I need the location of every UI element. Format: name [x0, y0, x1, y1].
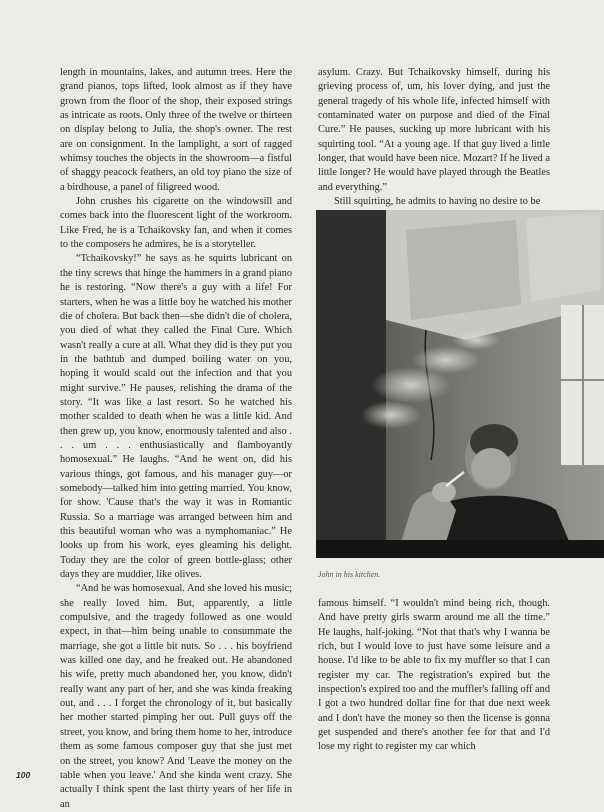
paragraph: Still squirting, he admits to having no desire to be — [334, 196, 541, 208]
left-text-column — [60, 66, 292, 812]
paragraph: famous himself. “I wouldn't mind being rich, though. And have pretty girls swarm around me all the time.” He laughs, half-joking. “Not that that's why I wanna be rich, but I would love to just have some leisure and a house. I'd like to be able to fix my muffler so that I can register my car. The registration's expired but the inspection's expired too and the muffler's falling off and I got a two hundred dollar fine for that due next week and I don't have the money so then the license is gonna get suspended and there's another fee for that and I'd lose my right to register my car which — [318, 598, 550, 753]
kitchen-photo — [316, 210, 604, 558]
right-text-column-top — [318, 66, 550, 209]
paragraph: John crushes his cigarette on the windowsill and comes back into the fluorescent light of the workroom. Like Fred, he is a Tchaikovsky fan, and when it comes to the composers he admires, he is a storyteller. — [60, 196, 292, 251]
right-text-column-bottom — [318, 597, 550, 755]
photo-caption: John in his kitchen. — [318, 570, 381, 579]
paragraph: “Tchaikovsky!” he says as he squirts lubricant on the tiny screws that hinge the hammers in a grand piano he is restoring. “Now there's a guy with a life! For starters, when he was a little boy he watched his mother die of cholera. But back then—she didn't die of cholera, you died of what they called the Final Cure. Which wasn't really a cure at all. What they did is they put you in the bathtub and dumped boiling water on you, hoping it would scald out the infection and that you might survive.” He pauses, relishing the drama of the story. “It was like a last resort. So he watched his mother scalded to death when he was a little kid. And then grew up, you know, enormously talented and also . . . um . . . enthusiastically and flamboyantly homosexual.” He laughs. “And he went on, did his various things, got famous, and his manager guy—or somebody—talked him into getting married. You know, for show. 'Cause that's the way it was in Romantic Russia. So a marriage was arranged between him and this beautiful woman who was a nymphomaniac.” He looks up from his work, eyes gleaming his delight. Today they are the color of green bottle-glass; other days they are muddier, like olives. — [60, 253, 292, 581]
paragraph: asylum. Crazy. But Tchaikovsky himself, during his grieving process of, um, his lover dying, and just the general tragedy of his whole life, infected himself with contaminated water on purpose and died of the Final Cure.” He pauses, sucking up more lubricant with his squirting tool. “At a young age. If that guy lived a little longer, that would have been nice. Mozart? If he lived a little longer? He would have played through the Beatles and everything.” — [318, 67, 550, 193]
paragraph: “And he was homosexual. And she loved his music; she really loved him. But, apparently, a little compulsive, and the tragedy followed as one would expect, in that—him being unable to consummate the marriage, she got a little bit nuts. So . . . his boyfriend was killed one day, and he freaked out. He abandoned his wife, pretty much abandoned her, you know, didn't really want any part of her, and she was kinda freaking out, and . . . I forget the chronology of it, but basically her mother started pimping her out. Pull guys off the street, you know, and bring them home to her, introduce them as some famous composer guy that she just met on the street, you know? And 'Leave the money on the table when you leave.' And she kinda went crazy. She actually I think spent the last thirty years of her life in an — [60, 583, 292, 810]
paragraph: length in mountains, lakes, and autumn trees. Here the grand pianos, tops lifted, look almost as if they have grown from the floor of the shop, their exposed strings as intricate as roots. Only three of the twelve or thirteen on display belong to Julia, the shop's owner. The rest are on consignment. In the lamplight, a sort of ragged whimsy touches the objects in the showroom—a fistful of shaggy peacock feathers, an old toy piano the size of a birdhouse, a panel of filigreed wood. — [60, 67, 292, 193]
page-number: 100 — [16, 770, 31, 780]
